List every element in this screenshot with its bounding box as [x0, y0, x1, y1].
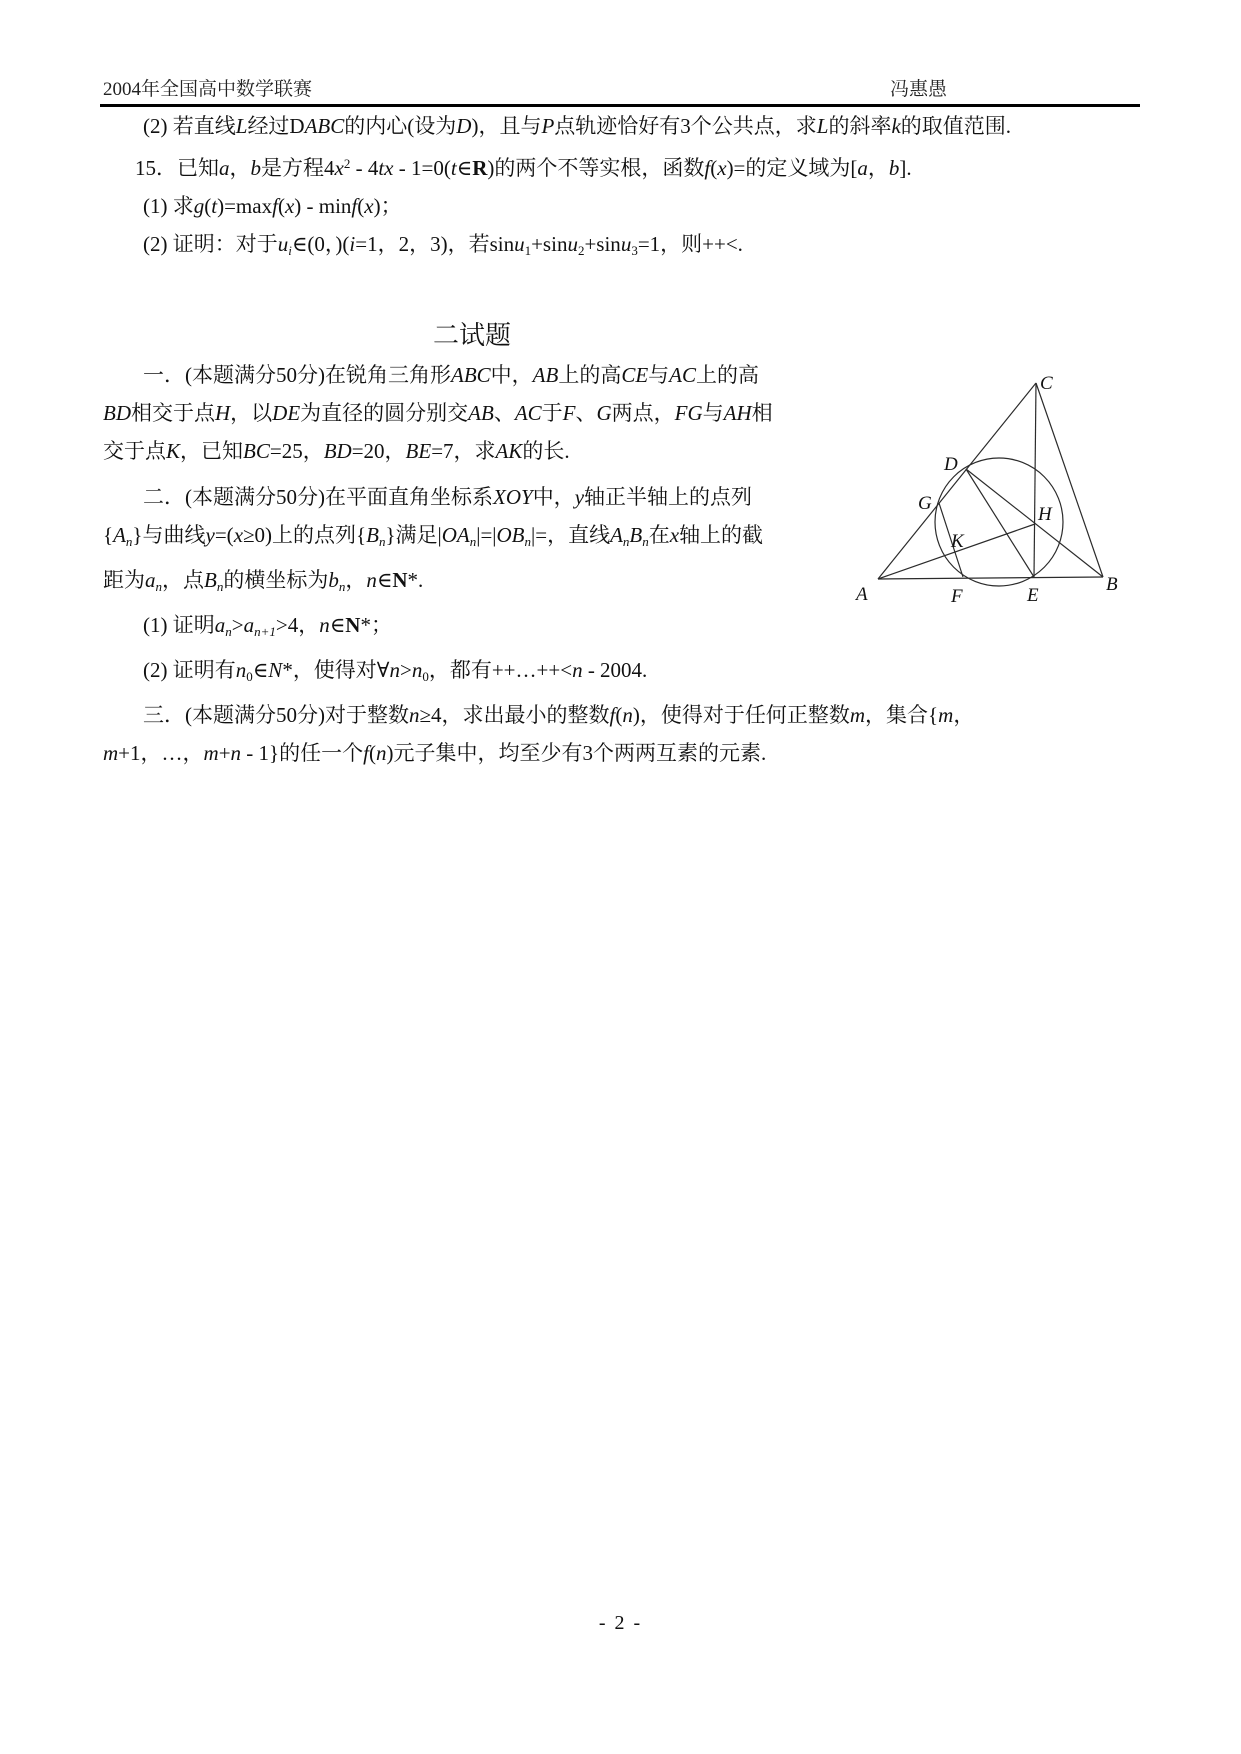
- label-a: A: [856, 584, 868, 605]
- label-c: C: [1040, 373, 1053, 394]
- page-number: - 2 -: [598, 1612, 643, 1634]
- header-title: 2004年全国高中数学联赛: [103, 79, 313, 100]
- label-f: F: [951, 586, 963, 607]
- problem3-line: m+1，…，m+n - 1}的任一个f(n)元子集中，均至少有3个两两互素的元素.: [103, 741, 767, 765]
- text-line: (2) 证明：对于$u_i\in(0$，)(i=1，2，3)，若sinu$_1$+sinu$_2$+sinu$_3$=1，则++<.: [143, 232, 743, 258]
- problem2-line: 二．(本题满分50分)在平面直角坐标系XOY中，y轴正半轴上的点列: [143, 485, 753, 509]
- label-k: K: [951, 531, 964, 552]
- section-heading: 二试题: [433, 321, 512, 350]
- problem1-line: BD相交于点H，以DE为直径的圆分别交AB、AC于F、G两点，FG与AH相: [103, 401, 773, 425]
- problem1-line: 一．(本题满分50分)在锐角三角形ABC中，AB上的高CE与AC上的高: [143, 363, 760, 387]
- page-header: [103, 74, 1138, 101]
- label-g: G: [918, 493, 932, 514]
- text-line: (1) 求g(t)=maxf(x) - minf(x)；: [143, 194, 402, 218]
- problem2-line: $\{A_n\}$与曲线y=(x≥0)上的点列$\{B_n\}$满足$|OA_n|=|OB_n|=$，直线$A_nB_n$在x轴上的截: [103, 523, 764, 549]
- problem3-line: 三．(本题满分50分)对于整数n≥4，求出最小的整数f(n)，使得对于任何正整数m，集合{m，: [143, 703, 975, 727]
- side-ab: [878, 577, 1103, 579]
- altitude-ce: [1034, 383, 1036, 577]
- label-h: H: [1038, 504, 1052, 525]
- text-line: (2) 若直线L经过DABC的内心(设为D)，且与P点轨迹恰好有3个公共点，求L的斜率k的取值范围.: [143, 114, 1012, 138]
- problem1-line: 交于点K，已知BC=25，BD=20，BE=7，求AK的长.: [103, 439, 570, 463]
- segment-de: [966, 469, 1034, 577]
- header-author: 冯惠愚: [890, 79, 948, 100]
- geometry-figure: [853, 341, 1145, 607]
- text-line: 15．已知a，b是方程$4x^2 - 4tx$ - 1=0(t∈R)的两个不等实根，函数f(x)=的定义域为[a，b].: [135, 156, 912, 180]
- label-b: B: [1106, 574, 1118, 595]
- side-bc: [1036, 383, 1103, 577]
- problem2-line: 距为$a_n$，点$B_n$的横坐标为$b_n$，n∈N*.: [103, 568, 424, 594]
- problem2-line: (2) 证明有$n_0\in N*$，使得对$\forall n>n_0$，都有++…++<n - 2004.: [143, 658, 648, 684]
- label-e: E: [1027, 585, 1039, 606]
- label-d: D: [944, 454, 958, 475]
- problem2-line: (1) 证明$a_n>a_{n+1}>4$，n∈N*；: [143, 613, 392, 639]
